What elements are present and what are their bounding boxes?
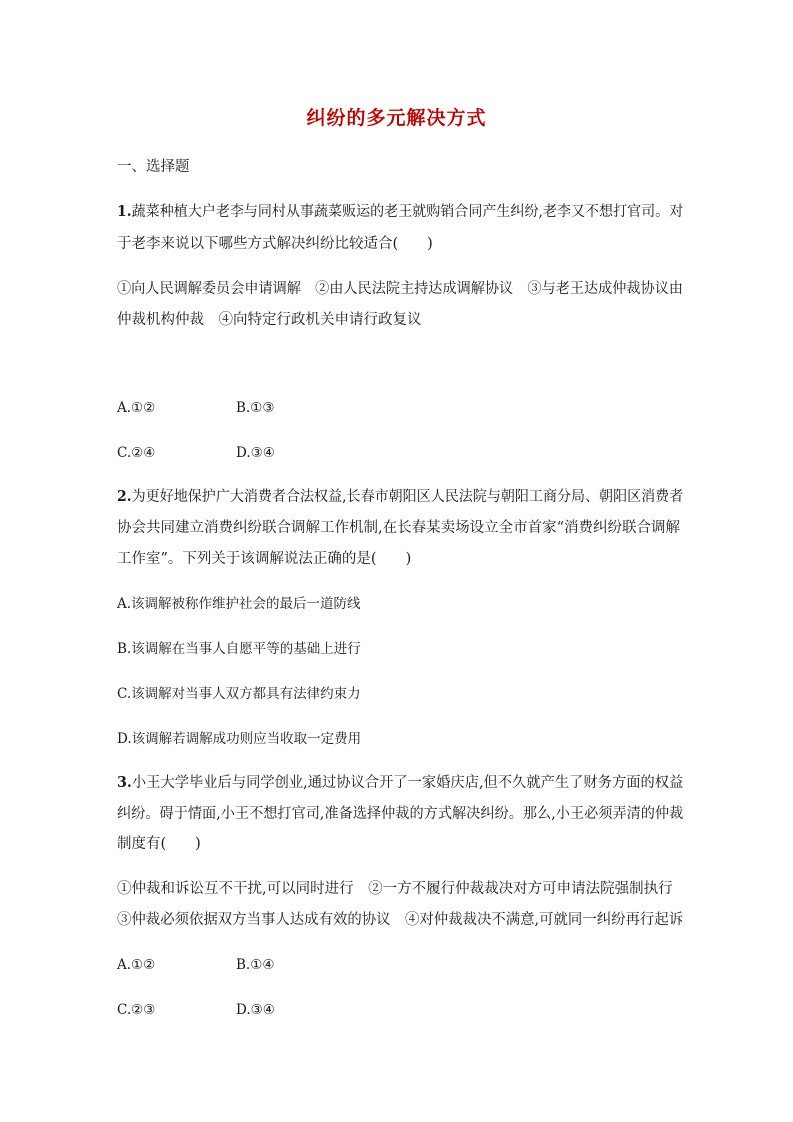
q3-option-c: C.②③ — [117, 1002, 156, 1018]
q3-items-line-2: ③仲裁必须依据双方当事人达成有效的协议 ④对仲裁裁决不满意,可就同一纠纷再行起诉 — [117, 912, 684, 928]
q2-option-d: D.该调解若调解成功则应当收取一定费用 — [117, 731, 362, 747]
q1-stem-line-2: 于老李来说以下哪些方式解决纠纷比较适合( ) — [117, 236, 433, 252]
q3-option-a: A.①② — [117, 957, 156, 973]
q2-number: 2. — [117, 488, 132, 505]
q1-number: 1. — [117, 203, 132, 220]
q3-stem-line-2: 纠纷。碍于情面,小王不想打官司,准备选择仲裁的方式解决纠纷。那么,小王必须弄清的仲裁 — [117, 806, 684, 822]
q1-stem-line-1: 1.蔬菜种植大户老李与同村从事蔬菜贩运的老王就购销合同产生纠纷,老李又不想打官司。对 — [117, 203, 684, 220]
q2-stem-line-2: 协会共同建立消费纠纷联合调解工作机制,在长春某卖场设立全市首家“消费纠纷联合调解 — [117, 520, 681, 536]
q3-items-line-1: ①仲裁和诉讼互不干扰,可以同时进行 ②一方不履行仲裁裁决对方可申请法院强制执行 — [117, 881, 673, 897]
q1-option-a: A.①② — [117, 400, 156, 416]
q3-stem-line-1: 3.小王大学毕业后与同学创业,通过协议合开了一家婚庆店,但不久就产生了财务方面的权益 — [117, 774, 684, 791]
q1-items-line-2: 仲裁机构仲裁 ④向特定行政机关申请行政复议 — [117, 312, 422, 328]
q2-option-b: B.该调解在当事人自愿平等的基础上进行 — [117, 641, 361, 657]
q3-stem-line-3: 制度有( ) — [117, 836, 201, 852]
page-title: 纠纷的多元解决方式 — [306, 107, 487, 129]
q1-option-b: B.①③ — [236, 400, 275, 416]
q1-items-line-1: ①向人民调解委员会申请调解 ②由人民法院主持达成调解协议 ③与老王达成仲裁协议由 — [117, 281, 684, 297]
q2-stem-line-1: 2.为更好地保护广大消费者合法权益,长春市朝阳区人民法院与朝阳工商分局、朝阳区消费者 — [117, 488, 684, 505]
q1-option-d: D.③④ — [236, 445, 275, 461]
q2-stem-line-3: 工作室”。下列关于该调解说法正确的是( ) — [117, 551, 412, 567]
q3-option-b: B.①④ — [236, 957, 275, 973]
q3-option-d: D.③④ — [236, 1002, 275, 1018]
q2-option-c: C.该调解对当事人双方都具有法律约束力 — [117, 686, 361, 702]
q2-option-a: A.该调解被称作维护社会的最后一道防线 — [117, 596, 361, 612]
q1-option-c: C.②④ — [117, 445, 156, 461]
section-heading: 一、选择题 — [117, 159, 190, 175]
q3-number: 3. — [117, 774, 132, 791]
